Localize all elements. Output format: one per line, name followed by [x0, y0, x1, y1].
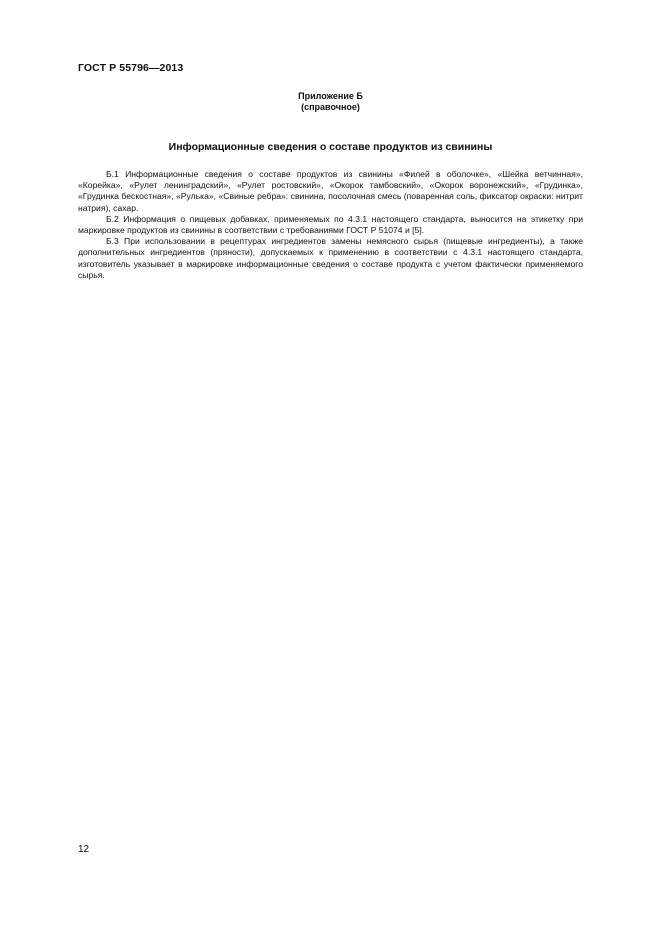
appendix-title: Приложение Б — [298, 91, 363, 101]
paragraph-b1: Б.1 Информационные сведения о составе продуктов из свинины «Филей в оболочке», «Шейка ветчинная», «Корейка», «Рулет ленинградский», «Рулет ростовский», «Окорок тамбовский», «Окорок воронежский», «Грудинка», «Грудинка бескостная», «Рулька», «Свиные ребра»: свинина, посолочная смесь (поваренная соль, фиксатор окраски: нитрит натрия), сахар. — [78, 169, 583, 213]
page-number: 12 — [78, 844, 90, 855]
paragraph-b3: Б.3 При использовании в рецептурах ингредиентов замены немясного сырья (пищевые ингредиенты), а также дополнительных ингредиентов (пряности), допускаемых к применению в соответствии с 4.3.1 настоящего стандарта, изготовитель указывает в маркировке информационные сведения о составе продукта с учетом фактически применяемого сырья. — [78, 236, 583, 280]
paragraph-b2: Б.2 Информация о пищевых добавках, применяемых по 4.3.1 настоящего стандарта, выносится на этикетку при маркировке продуктов из свинины в соответствии с требованиями ГОСТ Р 51074 и [5]. — [78, 213, 583, 236]
appendix-heading — [78, 91, 583, 113]
section-title: Информационные сведения о составе продуктов из свинины — [168, 141, 493, 153]
page-header-standard: ГОСТ Р 55796—2013 — [78, 62, 184, 74]
appendix-kind: (справочное) — [301, 102, 360, 112]
body-text — [78, 169, 583, 281]
